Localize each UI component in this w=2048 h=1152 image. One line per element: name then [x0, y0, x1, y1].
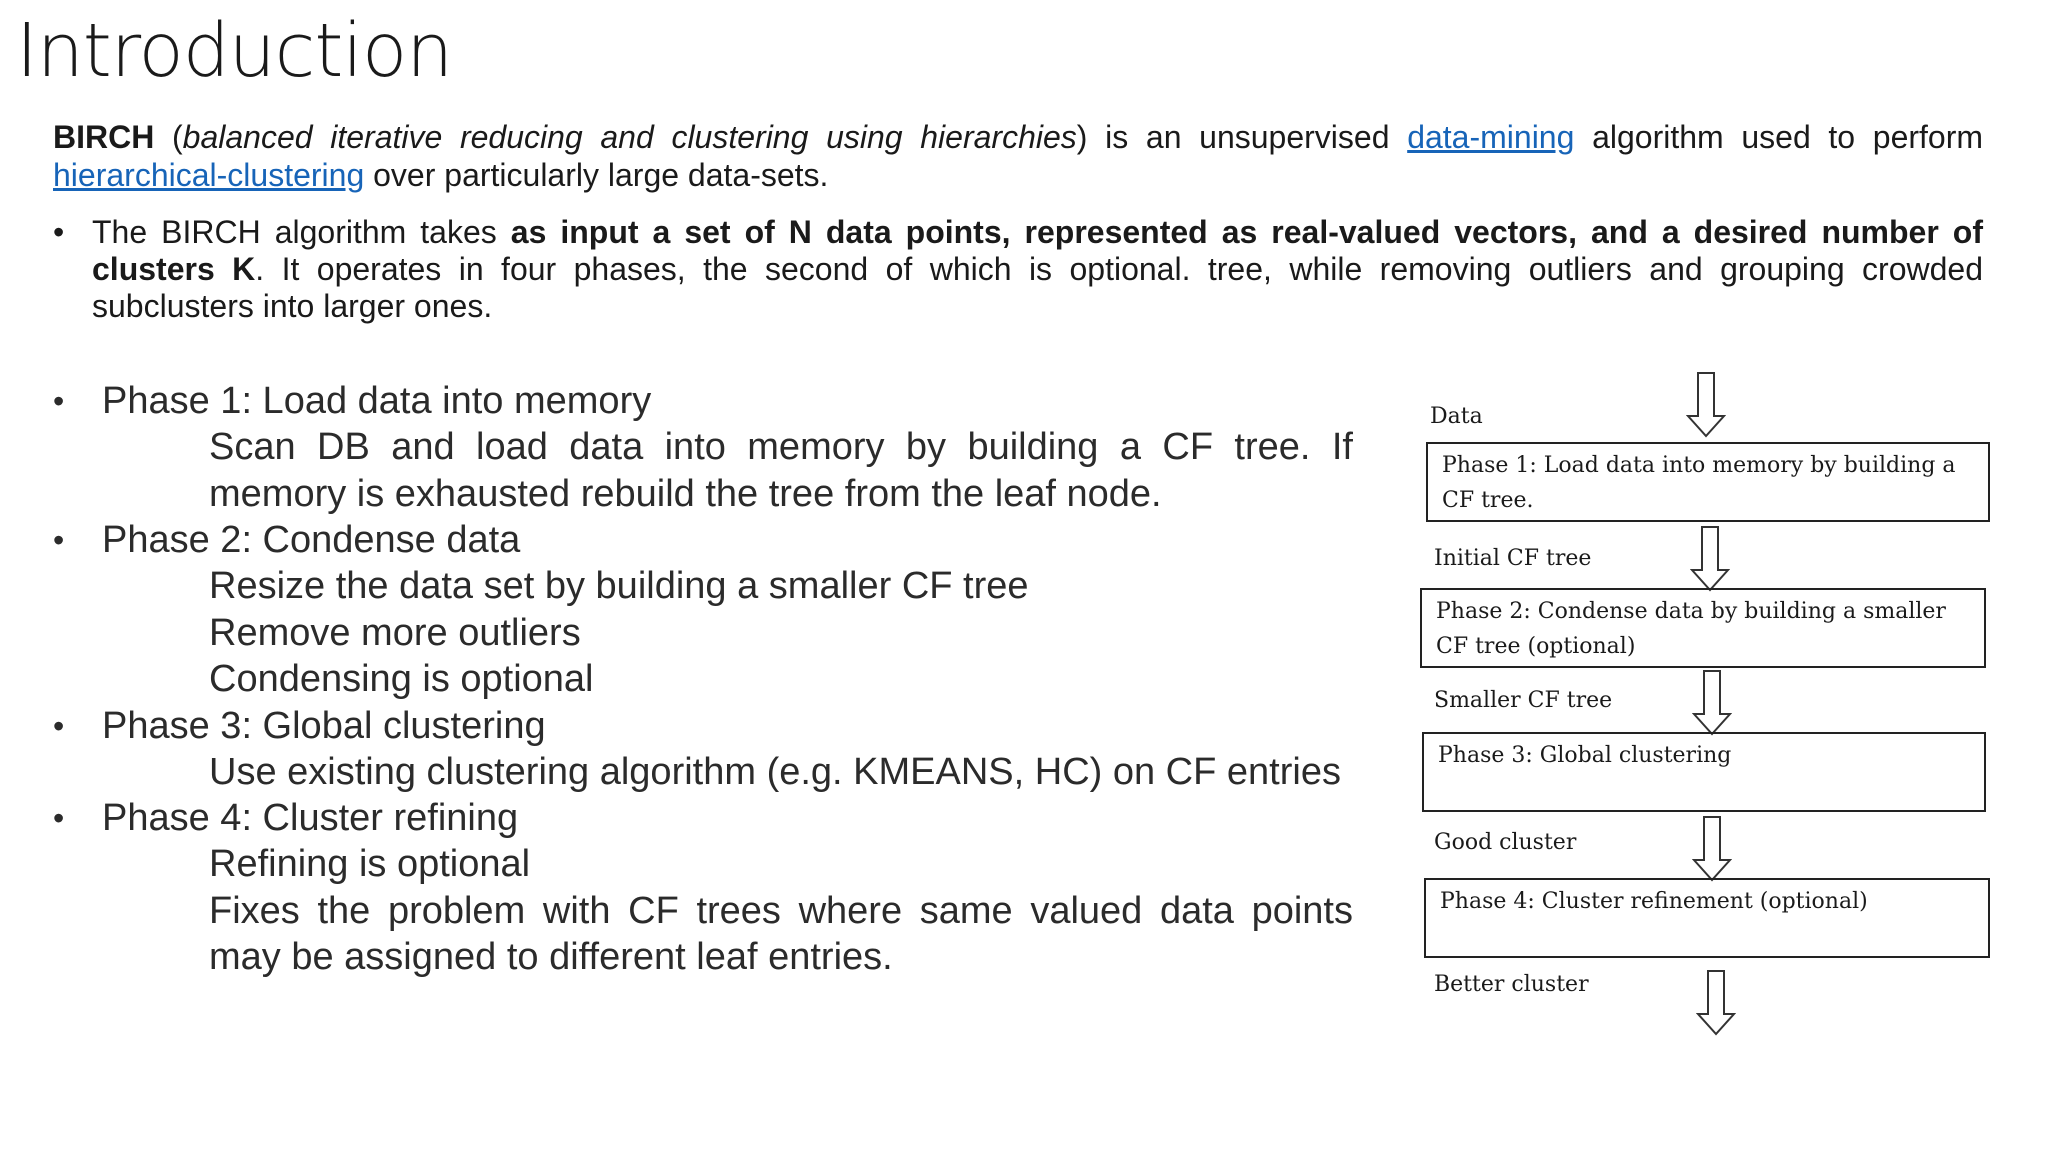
down-arrow-icon — [1692, 816, 1732, 882]
phase-3-heading — [53, 703, 1353, 749]
phase-detail: Scan DB and load data into memory by building a CF tree. If memory is exhausted rebuild the tree from the leaf node. — [209, 426, 1353, 515]
flow-box-phase-3: Phase 3: Global clustering — [1422, 732, 1986, 812]
birch-term: BIRCH — [53, 119, 155, 155]
phase-heading-text: Phase 1: Load data into memory — [102, 380, 652, 422]
flow-label-better-cluster: Better cluster — [1434, 972, 1589, 997]
intro-paragraph — [53, 118, 1983, 194]
bullet-text: . It operates in four phases, the second of which is optional. tree, while removing outliers and grouping crowded subclusters into larger ones. — [92, 251, 1984, 324]
page-title: Introduction — [16, 8, 453, 94]
bullet-bold-text: as input a set of N data points, represented as real-valued vectors, and a desired number of clusters K — [92, 214, 1983, 287]
flow-box-phase-2: Phase 2: Condense data by building a smaller CF tree (optional) — [1420, 588, 1986, 668]
bullet-dot: • — [53, 707, 65, 744]
phase-detail: Use existing clustering algorithm (e.g. KMEANS, HC) on CF entries — [209, 750, 1341, 793]
hierarchical-clustering-link[interactable]: hierarchical-clustering — [53, 157, 365, 193]
bullet-dot: • — [53, 522, 65, 558]
bullet-dot: • — [53, 383, 65, 419]
intro-text: algorithm used to perform — [1574, 119, 1984, 155]
flow-label-good-cluster: Good cluster — [1434, 830, 1577, 855]
algorithm-bullet — [53, 214, 1983, 325]
phase-1-heading — [53, 378, 1353, 424]
phase-heading-text: Phase 3: Global clustering — [102, 704, 546, 747]
bullet-dot: • — [53, 214, 65, 250]
data-mining-link[interactable]: data-mining — [1407, 119, 1575, 155]
flow-label-data: Data — [1430, 404, 1483, 429]
phase-detail: Refining is optional — [209, 843, 531, 885]
bullet-text: The BIRCH algorithm takes — [92, 214, 511, 250]
down-arrow-icon — [1696, 970, 1736, 1036]
phase-list — [53, 378, 1353, 981]
flow-label-initial-cf-tree: Initial CF tree — [1434, 546, 1592, 571]
birch-flowchart — [1400, 370, 2020, 1040]
intro-text: ) is an unsupervised — [1076, 119, 1408, 155]
flow-box-phase-4: Phase 4: Cluster refinement (optional) — [1424, 878, 1990, 958]
flow-label-smaller-cf-tree: Smaller CF tree — [1434, 688, 1613, 713]
phase-4-heading — [53, 795, 1353, 841]
phase-2-heading — [53, 517, 1353, 563]
down-arrow-icon — [1690, 526, 1730, 592]
down-arrow-icon — [1686, 372, 1726, 438]
birch-expansion: balanced iterative reducing and clustering using hierarchies — [182, 119, 1077, 155]
intro-text: over particularly large data-sets. — [364, 157, 829, 193]
phase-detail: Remove more outliers — [209, 611, 581, 654]
bullet-dot: • — [53, 800, 65, 836]
flow-box-phase-1: Phase 1: Load data into memory by building a CF tree. — [1426, 442, 1990, 522]
phase-heading-text: Phase 2: Condense data — [102, 519, 521, 561]
phase-detail: Condensing is optional — [209, 658, 594, 700]
down-arrow-icon — [1692, 670, 1732, 736]
phase-detail: Resize the data set by building a smaller CF tree — [209, 565, 1029, 607]
phase-detail: Fixes the problem with CF trees where same valued data points may be assigned to different leaf entries. — [209, 889, 1353, 978]
phase-heading-text: Phase 4: Cluster refining — [102, 797, 519, 839]
intro-text: ( — [154, 119, 183, 155]
